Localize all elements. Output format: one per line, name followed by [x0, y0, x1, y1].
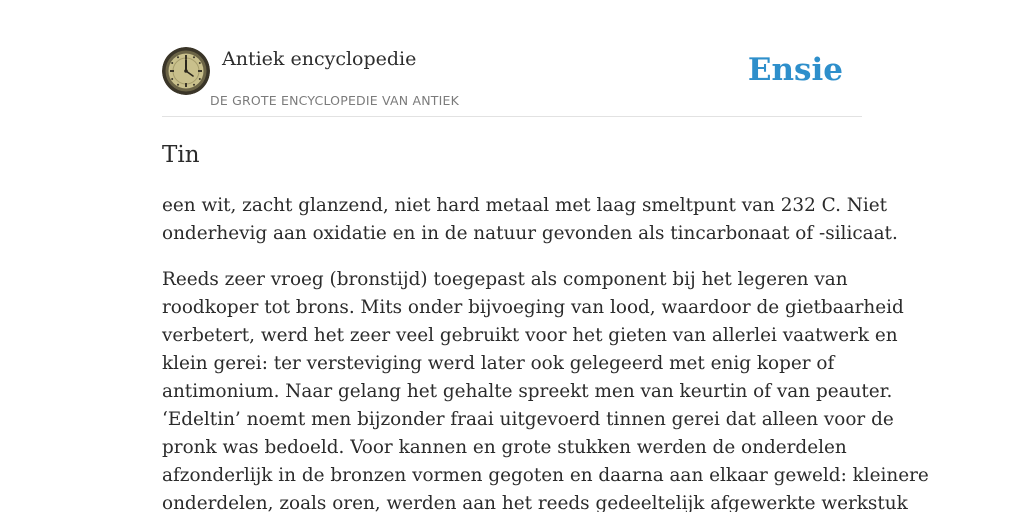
article-paragraph	[162, 192, 898, 248]
paragraph-line: klein gerei: ter versteviging werd later ook gelegeerd met enig koper of	[162, 353, 835, 374]
paragraph-line: roodkoper tot brons. Mits onder bijvoeging van lood, waardoor de gietbaarheid	[162, 297, 904, 318]
paragraph-line: Reeds zeer vroeg (bronstijd) toegepast als component bij het legeren van	[162, 269, 848, 290]
paragraph-line: een wit, zacht glanzend, niet hard metaal met laag smeltpunt van 232 C. Niet	[162, 195, 888, 216]
paragraph-line: afzonderlijk in de bronzen vormen gegoten en daarna aan elkaar geweld: kleinere	[162, 465, 929, 486]
article-paragraph	[162, 266, 929, 512]
paragraph-line: onderhevig aan oxidatie en in de natuur gevonden als tincarbonaat of -silicaat.	[162, 223, 898, 244]
article	[162, 139, 929, 512]
paragraph-line: ‘Edeltin’ noemt men bijzonder fraai uitgevoerd tinnen gerei dat alleen voor de	[162, 409, 894, 430]
paragraph-line: verbetert, werd het zeer veel gebruikt voor het gieten van allerlei vaatwerk en	[162, 325, 898, 346]
paragraph-line: onderdelen, zoals oren, werden aan het reeds gedeeltelijk afgewerkte werkstuk	[162, 493, 908, 512]
site-title[interactable]: Antiek encyclopedie	[222, 48, 417, 70]
antique-clock-icon[interactable]	[162, 47, 210, 95]
paragraph-line: antimonium. Naar gelang het gehalte spreekt men van keurtin of van peauter.	[162, 381, 893, 402]
ensie-logo-link[interactable]: Ensie	[747, 52, 843, 88]
site-subtitle: DE GROTE ENCYCLOPEDIE VAN ANTIEK	[210, 93, 459, 108]
paragraph-line: pronk was bedoeld. Voor kannen en grote stukken werden de onderdelen	[162, 437, 847, 458]
site-header	[162, 44, 862, 117]
article-title: Tin	[162, 142, 200, 168]
